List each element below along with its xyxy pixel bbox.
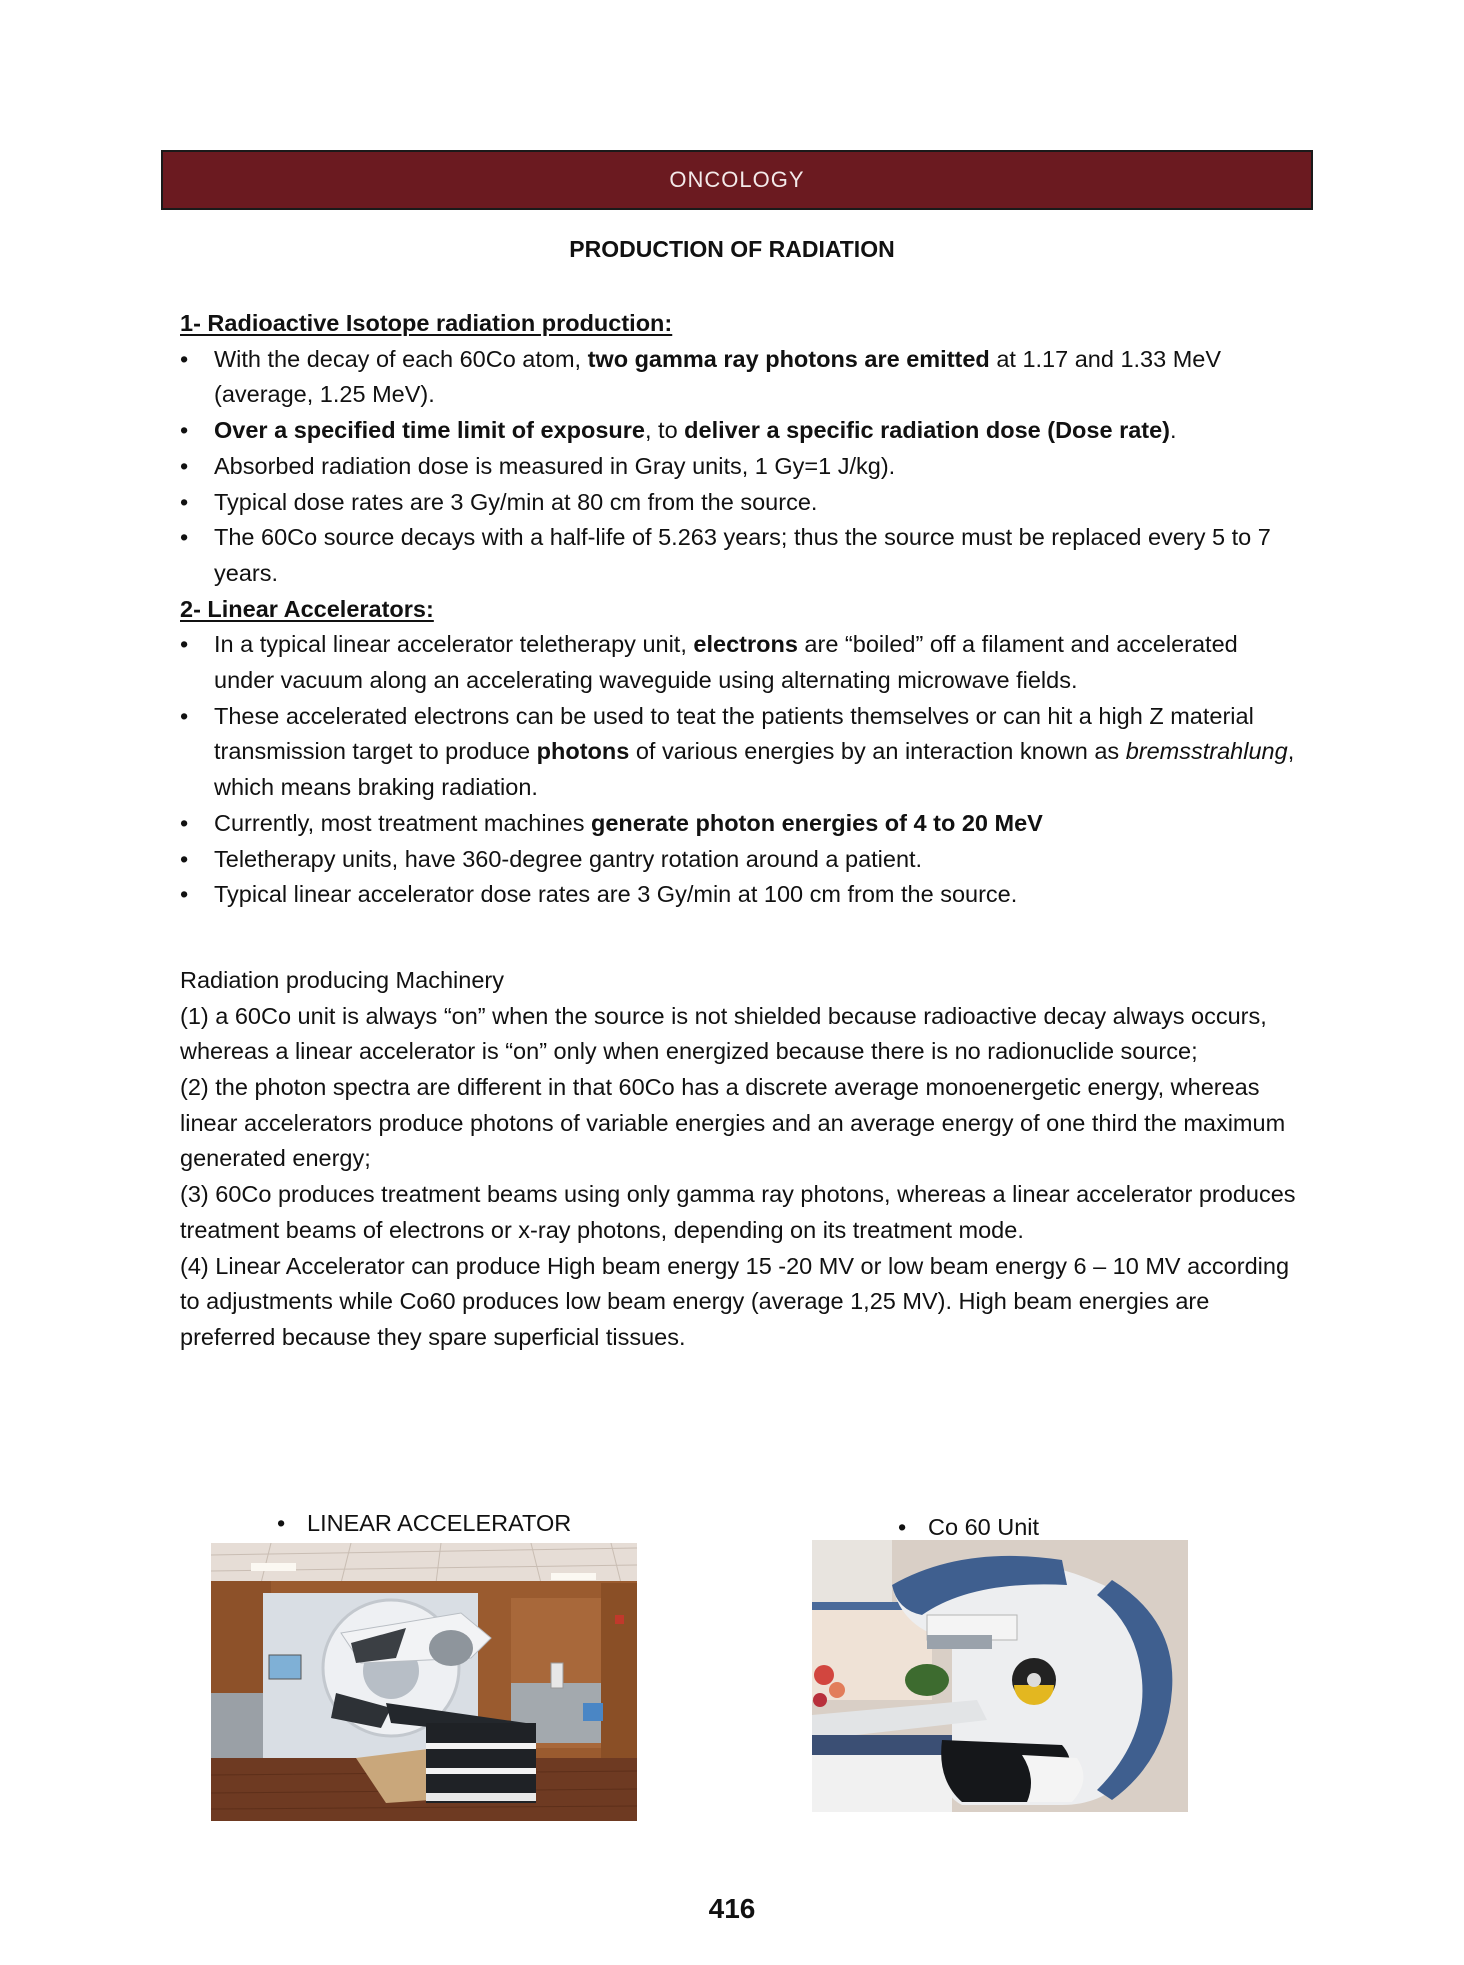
text: These accelerated electrons can be used to teat the patients themselves or can hit a high Z material transmission target to produce [214,702,1254,765]
cobalt-60-unit-image [812,1540,1188,1812]
section-banner [161,150,1313,210]
bold-text: deliver a specific radiation dose (Dose rate) [684,417,1171,444]
cobalt-60-unit-photo [812,1540,1188,1812]
page-number: 416 [708,1893,756,1924]
text: of various energies by an interaction known as [629,738,1126,765]
list-item [180,485,1300,521]
bold-text: electrons [693,631,798,658]
text: In a typical linear accelerator teletherapy unit, [214,631,694,658]
linac-caption [277,1508,571,1538]
bullet-icon: • [180,452,189,479]
text: Absorbed radiation dose is measured in Gray units, 1 Gy=1 J/kg). [214,452,896,479]
bold-text: generate photon energies of 4 to 20 MeV [591,809,1043,836]
list-item [180,806,1300,842]
bold-text: Over a specified time limit of exposure [214,417,645,444]
bullet-icon: • [180,488,189,515]
text: Teletherapy units, have 360-degree gantry rotation around a patient. [214,845,923,872]
list-item [180,413,1300,449]
text: With the decay of each 60Co atom, [214,345,588,372]
bullet-icon: • [180,881,189,908]
list-item [180,877,1300,913]
bullet-icon: • [180,702,189,729]
spacer [180,949,1300,963]
text: , to [644,417,685,444]
bullet-icon: • [180,845,189,872]
bold-text: two gamma ray photons are emitted [587,345,990,372]
bullet-icon: • [277,1510,286,1536]
section-heading-linac: 2- Linear Accelerators: [180,595,434,622]
list-item [180,627,1300,698]
bullet-icon: • [180,524,189,551]
bullet-icon: • [180,631,189,658]
bullet-icon: • [898,1514,907,1540]
text: Typical linear accelerator dose rates are 3 Gy/min at 100 cm from the source. [214,881,1018,908]
text: Typical dose rates are 3 Gy/min at 80 cm from the source. [214,488,818,515]
list-item [180,342,1300,413]
text: are “boiled” off a filament and accelerated under vacuum along an accelerating waveguide using alternating microwave fields. [214,631,1238,694]
bold-text: photons [536,738,630,765]
machinery-item-3: (3) 60Co produces treatment beams using only gamma ray photons, whereas a linear accelerator produces treatment beams of electrons or x-ray photons, depending on its treatment mode. [180,1181,1296,1243]
linear-accelerator-photo [211,1543,637,1821]
spacer [180,913,1300,949]
machinery-item-2: (2) the photon spectra are different in that 60Co has a discrete average monoenergetic energy, whereas linear accelerators produce photons of variable energies and an average energy of one third the maximum generated energy; [180,1074,1286,1172]
section-heading-isotope: 1- Radioactive Isotope radiation production: [180,310,673,336]
bullet-icon: • [180,417,189,444]
machinery-item-4: (4) Linear Accelerator can produce High beam energy 15 -20 MV or low beam energy 6 – 10 MV according to adjustments while Co60 produces low beam energy (average 1,25 MV). High beam energies are preferred because they spare superficial tissues. [180,1252,1290,1350]
co60-caption [898,1512,1039,1542]
list-item [180,449,1300,485]
text: The 60Co source decays with a half-life of 5.263 years; thus the source must be replaced every 5 to 7 years. [214,524,1271,586]
text: Currently, most treatment machines [214,809,591,836]
list-item [180,842,1300,878]
caption-text: LINEAR ACCELERATOR [307,1510,572,1536]
machinery-heading: Radiation producing Machinery [180,966,504,993]
machinery-item-1: (1) a 60Co unit is always “on” when the source is not shielded because radioactive decay always occurs, whereas a linear accelerator is “on” only when energized because there is no radionuclide source; [180,1002,1267,1065]
bullet-icon: • [180,345,189,372]
linear-accelerator-image [211,1543,637,1821]
text: at 1.17 and 1.33 MeV (average, 1.25 MeV). [214,345,1222,408]
isotope-bullet-list [180,342,1300,592]
list-item [180,520,1300,591]
banner-title: ONCOLOGY [669,167,805,192]
linac-bullet-list [180,627,1300,913]
text: , which means braking radiation. [214,738,1295,801]
page-title: PRODUCTION OF RADIATION [569,236,895,262]
bullet-icon: • [180,809,189,836]
italic-text: bremsstrahlung [1125,738,1288,765]
list-item [180,699,1300,806]
document-body [180,306,1300,1356]
caption-text: Co 60 Unit [928,1514,1040,1540]
text: . [1170,417,1177,444]
